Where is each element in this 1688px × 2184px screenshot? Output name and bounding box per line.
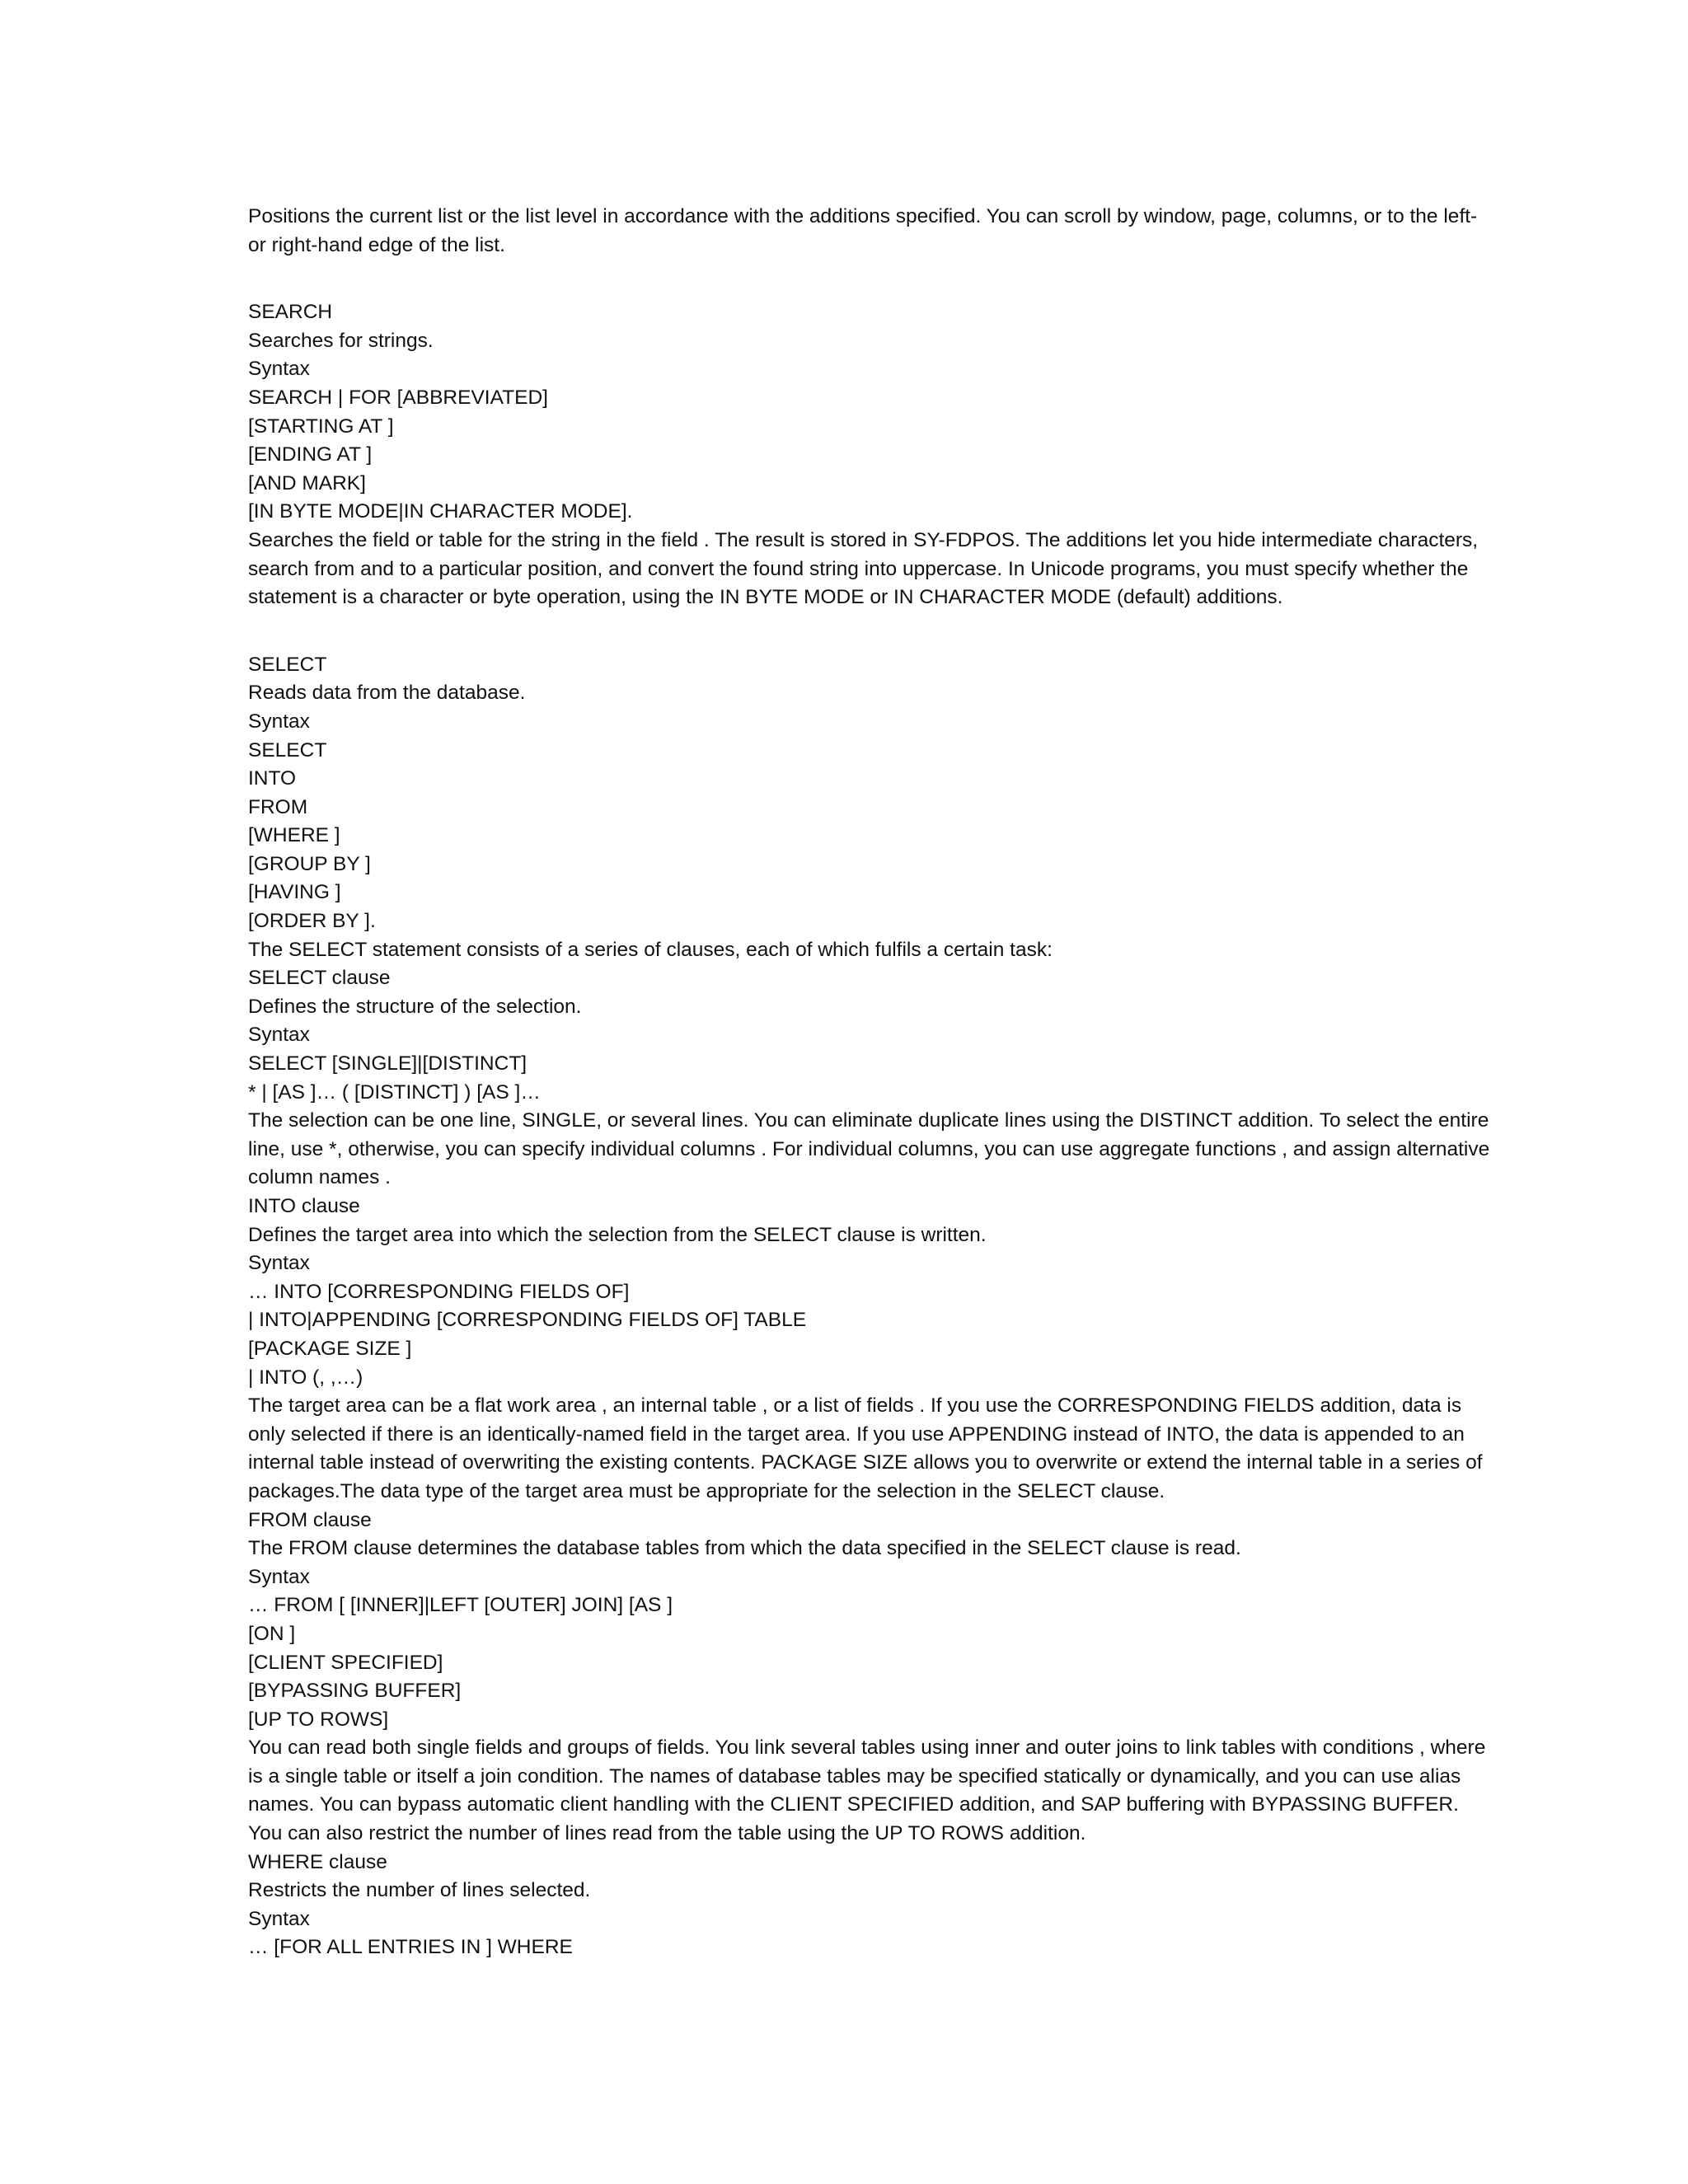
section-gap: [248, 260, 1443, 298]
text-line: You can also restrict the number of lines read from the table using the UP TO ROWS addition.: [248, 1822, 1086, 1845]
text-line: * | [AS ]… ( [DISTINCT] ) [AS ]…: [248, 1080, 541, 1104]
text-line: SEARCH | FOR [ABBREVIATED]: [248, 386, 548, 409]
text-line: Reads data from the database.: [248, 682, 526, 705]
text-line: [IN BYTE MODE|IN CHARACTER MODE].: [248, 500, 633, 523]
text-line: SELECT [SINGLE]|[DISTINCT]: [248, 1052, 528, 1076]
text-line: Syntax: [248, 1024, 310, 1047]
text-line: [ON ]: [248, 1622, 296, 1645]
text-line: [WHERE ]: [248, 824, 340, 847]
text-line: [UP TO ROWS]: [248, 1708, 389, 1731]
text-line: search from and to a particular position, and convert the found string into uppercase. In Unicode programs, you must specify whether the: [248, 557, 1469, 580]
text-line: [STARTING AT ]: [248, 415, 394, 438]
text-line: Restricts the number of lines selected.: [248, 1879, 591, 1902]
text-line: The selection can be one line, SINGLE, or several lines. You can eliminate duplicate lines using the DISTINCT addition. To select the entire: [248, 1109, 1489, 1132]
text-line: Syntax: [248, 358, 310, 381]
text-line: [GROUP BY ]: [248, 852, 371, 875]
text-line: Positions the current list or the list level in accordance with the additions specified. You can scroll by window, page, columns, or to the left-: [248, 205, 1478, 227]
text-line: You can read both single fields and groups of fields. You link several tables using inner and outer joins to link tables with conditions , where: [248, 1736, 1486, 1760]
text-line: Syntax: [248, 710, 310, 733]
text-line: statement is a character or byte operation, using the IN BYTE MODE or IN CHARACTER MODE (default) additions.: [248, 586, 1283, 609]
text-line: or right-hand edge of the list.: [248, 233, 505, 256]
text-line: internal table instead of overwriting the existing contents. PACKAGE SIZE allows you to overwrite or extend the internal table in a series of: [248, 1451, 1483, 1474]
document-page: [248, 203, 1490, 1962]
text-line: line, use *, otherwise, you can specify individual columns . For individual columns, you can use aggregate functions , and assign alternative: [248, 1137, 1490, 1160]
section-heading: SELECT: [248, 653, 327, 676]
text-line: names. You can bypass automatic client handling with the CLIENT SPECIFIED addition, and SAP buffering with BYPASSING BUFFER.: [248, 1793, 1459, 1816]
text-line: The target area can be a flat work area , an internal table , or a list of fields . If you use the CORRESPONDING FIELDS addition, data is: [248, 1394, 1462, 1418]
text-line: … FROM [ [INNER]|LEFT [OUTER] JOIN] [AS ]: [248, 1594, 673, 1617]
text-line: only selected if there is an identically-named field in the target area. If you use APPENDING instead of INTO, the data is appended to an: [248, 1422, 1465, 1446]
text-line: [AND MARK]: [248, 471, 366, 494]
text-line: [HAVING ]: [248, 881, 341, 904]
text-line: INTO: [248, 767, 297, 790]
text-line: … [FOR ALL ENTRIES IN ] WHERE: [248, 1936, 573, 1959]
text-line: WHERE clause: [248, 1850, 387, 1873]
text-line: Defines the structure of the selection.: [248, 995, 582, 1018]
text-line: column names .: [248, 1166, 391, 1189]
text-line: Searches the field or table for the string in the field . The result is stored in SY-FDPOS. The additions let you hide intermediate characters,: [248, 528, 1479, 551]
text-line: packages.The data type of the target area must be appropriate for the selection in the SELECT clause.: [248, 1479, 1165, 1502]
text-line: The FROM clause determines the database tables from which the data specified in the SELECT clause is read.: [248, 1537, 1241, 1560]
text-line: [ENDING AT ]: [248, 443, 373, 466]
text-line: FROM clause: [248, 1508, 372, 1531]
text-line: [PACKAGE SIZE ]: [248, 1337, 412, 1360]
text-line: Syntax: [248, 1565, 310, 1588]
text-line: | INTO (, ,…): [248, 1366, 363, 1389]
text-line: Searches for strings.: [248, 329, 434, 352]
section-heading: SEARCH: [248, 301, 333, 324]
text-line: SELECT: [248, 738, 327, 762]
text-line: [ORDER BY ].: [248, 910, 376, 933]
search-section: [248, 298, 1479, 612]
text-line: SELECT clause: [248, 967, 391, 990]
text-line: is a single table or itself a join condition. The names of database tables may be specified statically or dynamically, and you can use alias: [248, 1765, 1461, 1788]
text-line: | INTO|APPENDING [CORRESPONDING FIELDS OF] TABLE: [248, 1309, 807, 1332]
text-line: The SELECT statement consists of a series of clauses, each of which fulfils a certain task:: [248, 938, 1053, 961]
text-line: [BYPASSING BUFFER]: [248, 1680, 462, 1703]
intro-paragraph: [248, 203, 1478, 260]
section-gap: [248, 612, 1443, 651]
text-line: Syntax: [248, 1252, 310, 1275]
text-line: [CLIENT SPECIFIED]: [248, 1651, 443, 1674]
text-line: Syntax: [248, 1907, 310, 1930]
text-line: INTO clause: [248, 1195, 360, 1217]
text-line: FROM: [248, 795, 308, 818]
text-line: … INTO [CORRESPONDING FIELDS OF]: [248, 1280, 630, 1303]
text-line: Defines the target area into which the selection from the SELECT clause is written.: [248, 1223, 987, 1246]
select-section: [248, 651, 1490, 1962]
